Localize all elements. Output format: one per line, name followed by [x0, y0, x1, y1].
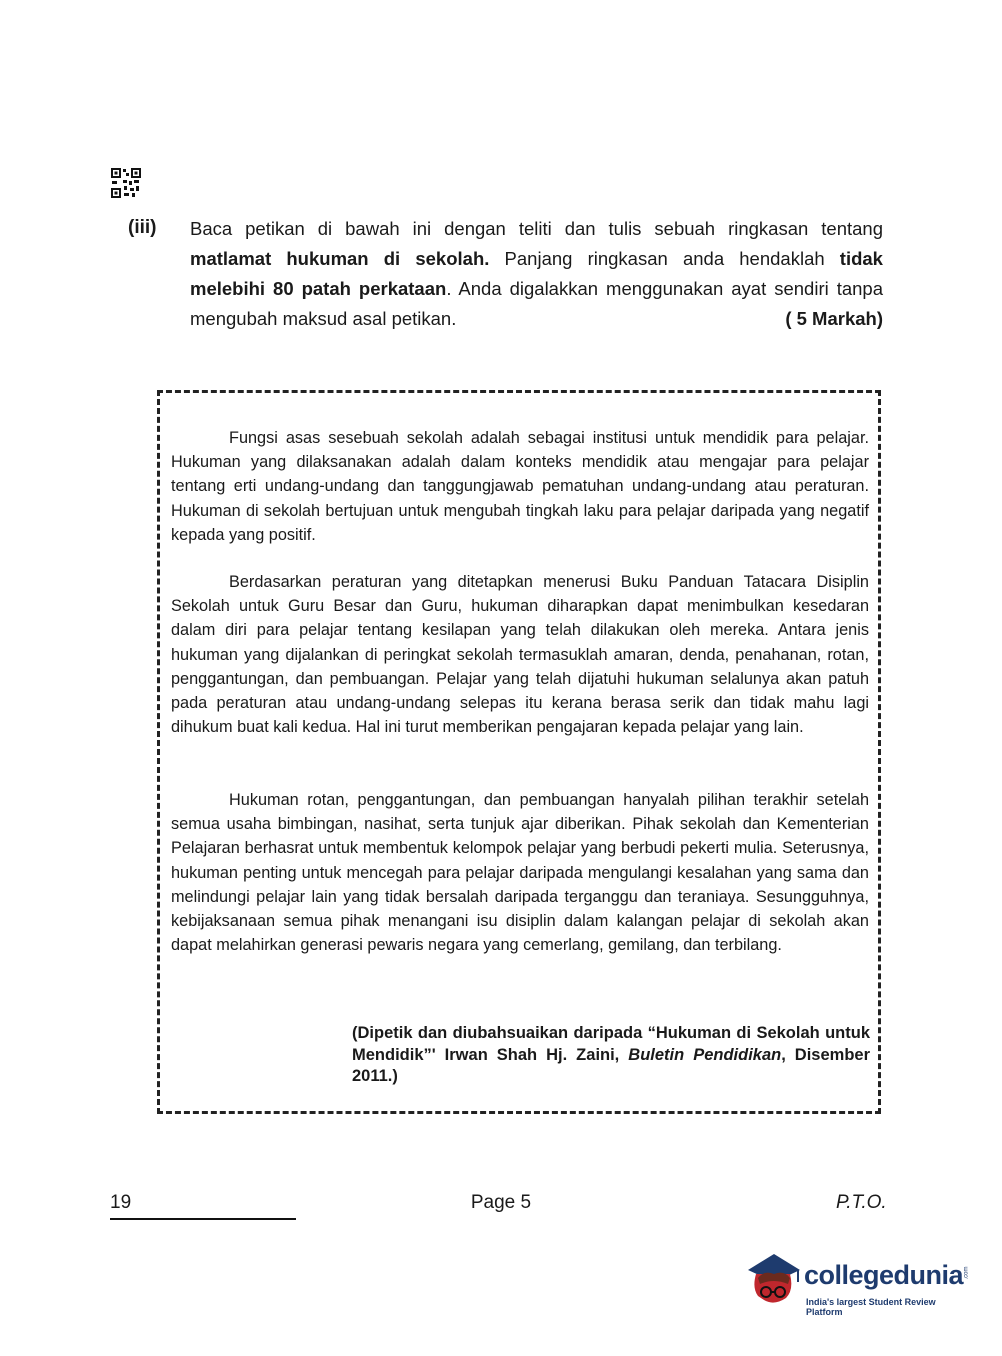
graduate-mascot-icon — [744, 1248, 802, 1310]
citation-text: (Dipetik dan diubahsuaikan daripada “Hukuman di Sekolah untuk Mendidik”' Irwan Shah Hj. Zaini, — [352, 1024, 870, 1064]
instruction-word-limit: tidak melebihi 80 patah perkataan — [190, 248, 883, 299]
passage-paragraph-1: Fungsi asas sesebuah sekolah adalah sebagai institusi untuk mendidik para pelajar. Hukuman yang dilaksanakan adalah dalam konteks mendidik atau mengajar para pelajar tentang erti undang-undang dan tanggungjawab pematuhan undang-undang atau peraturan. Hukuman di sekolah bertujuan untuk mengubah tingkah laku para pelajar daripada yang negatif kepada yang positif. — [171, 429, 869, 544]
question-instructions — [190, 214, 883, 334]
marks-label: ( 5 Markah) — [785, 308, 883, 329]
citation-date: , Disember 2011.) — [352, 1045, 871, 1085]
logo-tagline: India's largest Student Review Platform — [806, 1297, 936, 1317]
instruction-text: Panjang ringkasan anda hendaklah — [489, 248, 840, 269]
footer-page-number: Page 5 — [470, 1192, 532, 1213]
passage-paragraph-2: Berdasarkan peraturan yang ditetapkan menerusi Buku Panduan Tatacara Disiplin Sekolah untuk Guru Besar dan Guru, hukuman diharapkan dapat menimbulkan kesedaran dalam diri para pelajar tentang kesilapan yang telah dilakukan oleh mereka. Antara jenis hukuman yang dijalankan di peringkat sekolah termasuklah amaran, denda, penahanan, rotan, penggantungan, dan pembuangan. Pelajar yang telah dijatuhi hukuman selalunya akan patuh pada peraturan atau undang-undang selepas itu kerana berasa serik dan tidak mahu lagi dihukum buat kali kedua. Hal ini turut memberikan pengajaran kepada pelajar yang lain. — [171, 573, 869, 737]
question-number: (iii) — [128, 217, 157, 238]
citation-publication: Buletin Pendidikan — [628, 1045, 782, 1064]
instruction-text: . Anda digalakkan menggunakan ayat sendiri tanpa mengubah maksud asal petikan. — [190, 278, 883, 329]
instruction-topic: matlamat hukuman di sekolah. — [190, 248, 490, 269]
passage-box — [157, 390, 881, 1114]
passage-citation — [352, 1023, 870, 1088]
qr-code-icon — [110, 167, 142, 199]
passage-paragraph-3: Hukuman rotan, penggantungan, dan pembuangan hanyalah pilihan terakhir setelah semua usaha bimbingan, nasihat, serta tunjuk ajar diberikan. Pihak sekolah dan Kementerian Pelajaran berhasrat untuk membentuk kelompok pelajar yang berbudi pekerti mulia. Seterusnya, hukuman penting untuk mencegah para pelajar daripada mengulangi kesalahan yang sama dan melindungi pelajar lain yang tidak bersalah daripada terganggu dan teraniaya. Sesungguhnya, kebijaksanaan semua pihak menangani isu disiplin dalam kalangan pelajar di sekolah akan dapat melahirkan generasi pewaris negara yang cemerlang, gemilang, dan terbilang. — [171, 791, 869, 955]
instruction-text: Baca petikan di bawah ini dengan teliti dan tulis sebuah ringkasan tentang — [190, 218, 883, 239]
logo-wordmark: collegedunia — [804, 1260, 964, 1290]
collegedunia-logo — [744, 1248, 974, 1318]
footer-page-code: 19 — [110, 1192, 296, 1220]
footer-pto: P.T.O. — [836, 1192, 887, 1213]
logo-domain: .com — [963, 1266, 970, 1280]
